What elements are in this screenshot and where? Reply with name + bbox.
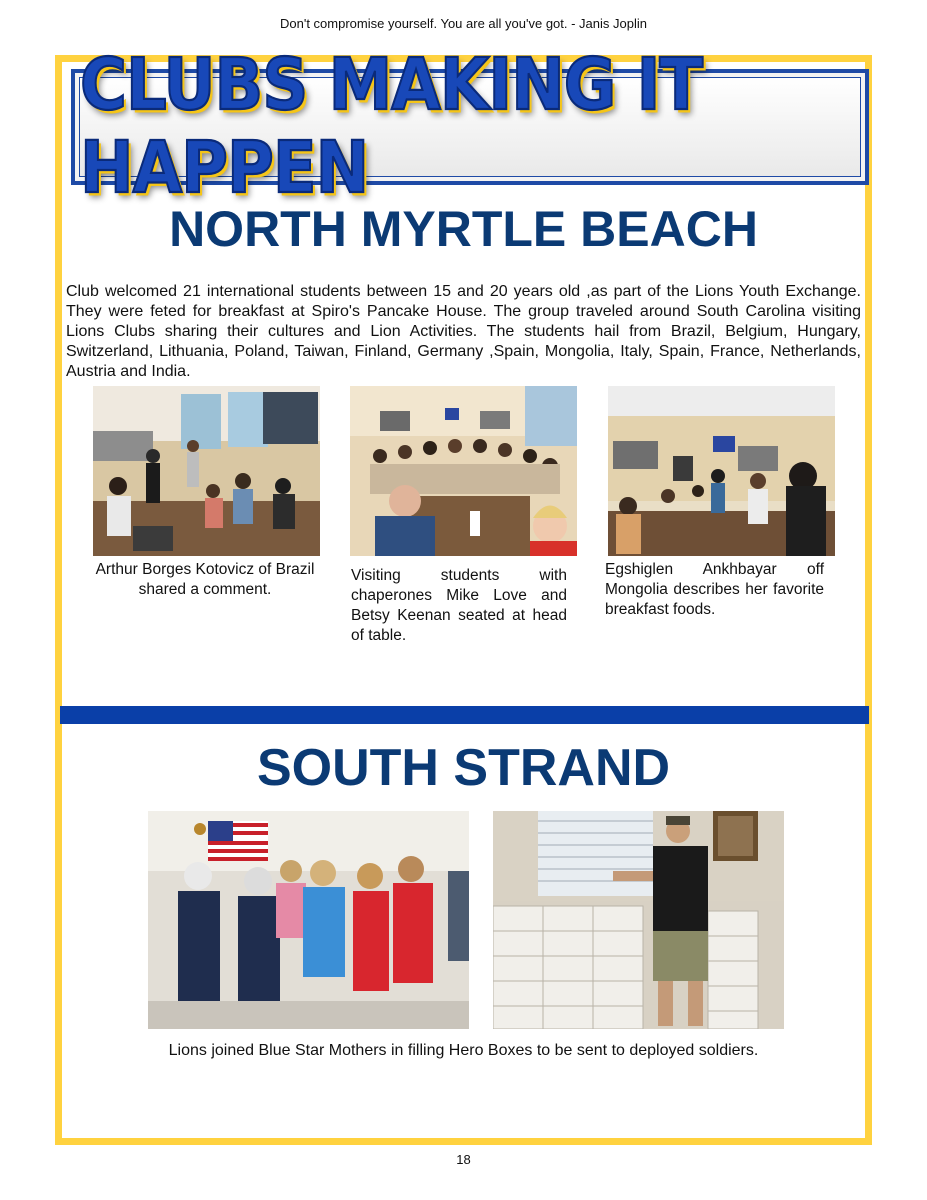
photo-hero-boxes: [493, 811, 784, 1029]
page-number: 18: [456, 1152, 471, 1167]
photo-1-caption: Arthur Borges Kotovicz of Brazil shared a comment.: [95, 561, 315, 598]
banner-title: CLUBS MAKING IT HAPPEN: [80, 44, 703, 210]
section-divider: [60, 706, 869, 724]
photo-blue-star-mothers-group: [148, 811, 469, 1029]
header-quote: Don't compromise yourself. You are all you've got. - Janis Joplin: [280, 16, 647, 31]
south-strand-caption: Lions joined Blue Star Mothers in filling Hero Boxes to be sent to deployed soldiers.: [168, 1042, 759, 1059]
banner-inner: [79, 44, 861, 210]
north-myrtle-beach-intro: Club welcomed 21 international students between 15 and 20 years old ,as part of the Lions Youth Exchange. They were feted for breakfast at Spiro's Pancake House. The group traveled around South Carolina visiting Lions Clubs sharing their cultures and Lion Activities. The students hail from Brazil, Belgium, Hungary, Switzerland, Lithuania, Poland, Taiwan, Finland, Germany ,Spain, Mongolia, Italy, Spain, France, Netherlands, Austria and India.: [66, 283, 861, 380]
photo-restaurant-students-3: [608, 386, 835, 556]
photo-restaurant-students-2: [350, 386, 577, 556]
photo-2-caption: Visiting students with chaperones Mike Love and Betsy Keenan seated at head of table.: [351, 567, 567, 644]
photo-3-caption: Egshiglen Ankhbayar off Mongolia describes her favorite breakfast foods.: [605, 561, 824, 618]
photo-restaurant-students-1: [93, 386, 320, 556]
page-frame: [55, 44, 872, 1145]
banner: [71, 44, 869, 210]
south-strand-title: SOUTH STRAND: [256, 739, 671, 797]
north-myrtle-beach-title: NORTH MYRTLE BEACH: [169, 201, 758, 257]
